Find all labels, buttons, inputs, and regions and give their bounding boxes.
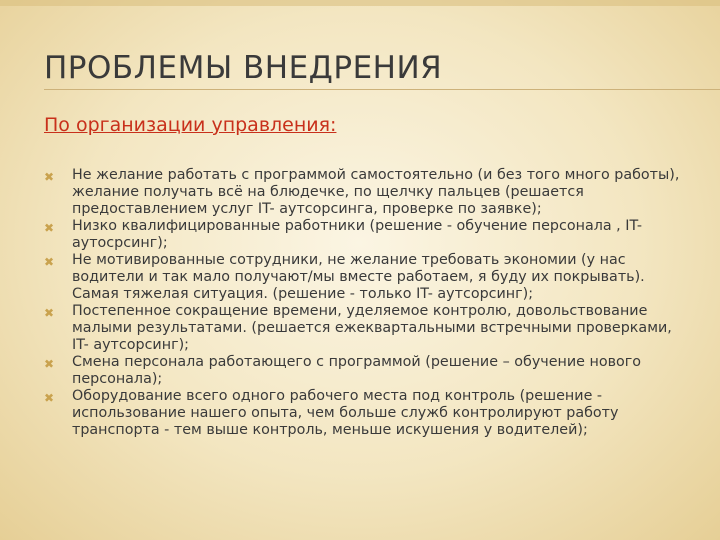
section-subtitle: По организации управления: [44, 114, 337, 136]
list-item [44, 167, 684, 218]
x-mark-icon: ✖ [44, 306, 55, 320]
list-item [44, 388, 684, 439]
list-item-text: Низко квалифицированные работники (решение - обучение персонала , IT-аутосрсинг); [72, 218, 643, 251]
x-mark-icon: ✖ [44, 170, 55, 184]
decorative-top-band [0, 0, 720, 6]
list-item-text: Не желание работать с программой самостоятельно (и без того много работы), желание получать всё на блюдечке, по щелчку пальцев (решается предоставлением услуг IT- аутсорсинга, проверке по заявке); [72, 167, 680, 217]
list-item [44, 354, 684, 388]
bullet-list [44, 167, 684, 439]
x-mark-icon: ✖ [44, 391, 55, 405]
list-item [44, 303, 684, 354]
list-item-text: Постепенное сокращение времени, уделяемое контролю, довольствование малыми результатами. (решается ежеквартальными встречными проверками, IT- аутсорсинг); [72, 303, 672, 353]
title-divider [44, 89, 720, 90]
x-mark-icon: ✖ [44, 357, 55, 371]
list-item-text: Не мотивированные сотрудники, не желание требовать экономии (у нас водители и так мало получают/мы вместе работаем, я буду их покрывать). Самая тяжелая ситуация. (решение - только IT- аутсорсинг); [72, 252, 645, 302]
slide-title: ПРОБЛЕМЫ ВНЕДРЕНИЯ [44, 50, 443, 86]
list-item [44, 218, 684, 252]
list-item-text: Смена персонала работающего с программой (решение – обучение нового персонала); [72, 354, 642, 387]
list-item-text: Оборудование всего одного рабочего места под контроль (решение - использование нашего опыта, чем больше служб контролируют работу транспорта - тем выше контроль, меньше искушения у водителей); [72, 388, 619, 438]
x-mark-icon: ✖ [44, 255, 55, 269]
x-mark-icon: ✖ [44, 221, 55, 235]
list-item [44, 252, 684, 303]
